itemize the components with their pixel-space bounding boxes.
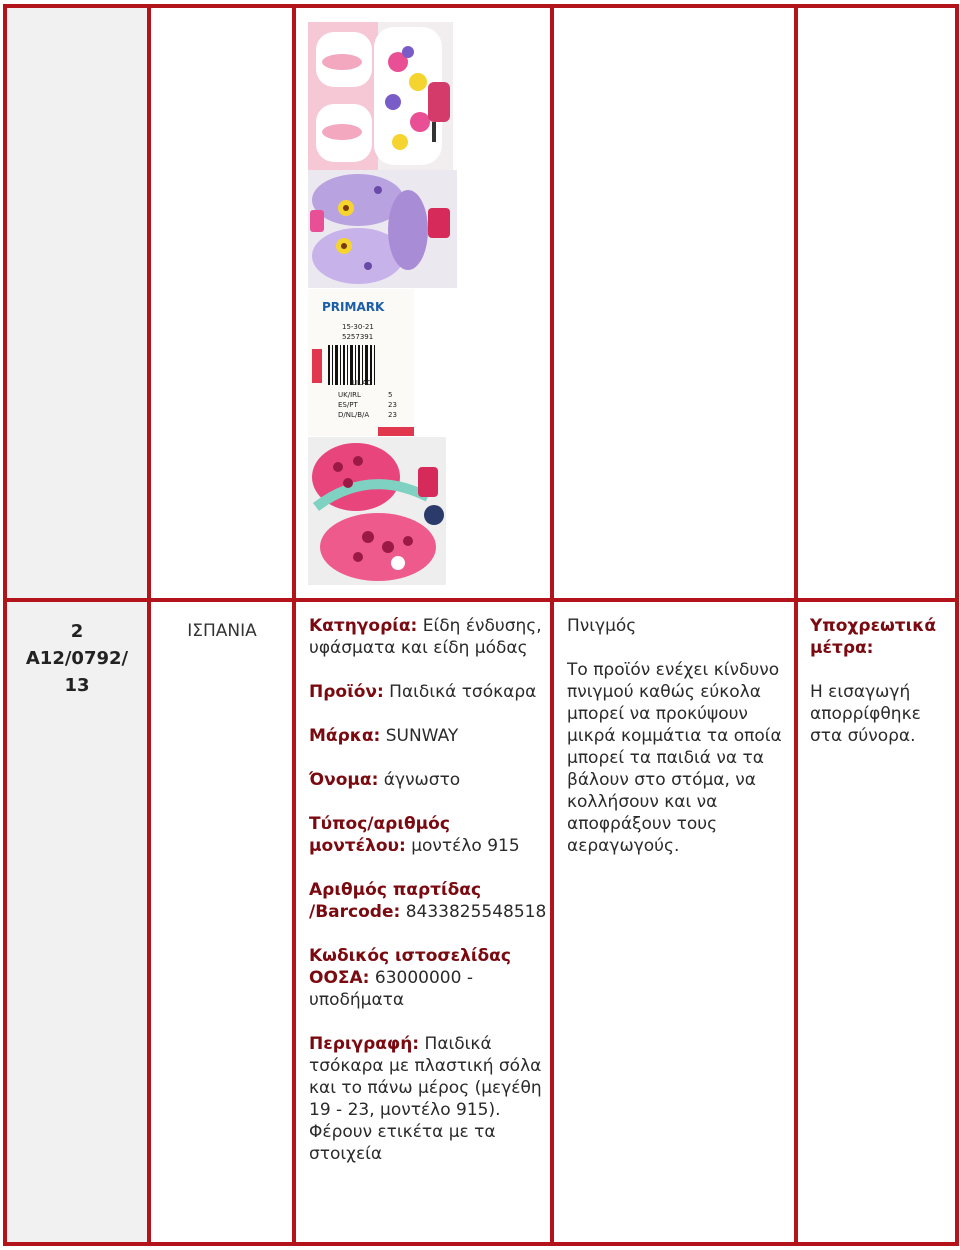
- oecd-label: Κωδικός ιστοσελίδας ΟΟΣΑ:: [309, 946, 511, 988]
- batch-label: Αριθμός παρτίδας /Barcode:: [309, 880, 482, 922]
- category-value: Είδη ένδυσης, υφάσματα και είδη μόδας: [309, 616, 542, 658]
- product-details-cell: [309, 615, 549, 1187]
- description-label: Περιγραφή:: [309, 1034, 420, 1054]
- description-entry: [309, 1033, 549, 1165]
- batch-value: 8433825548518: [405, 902, 547, 922]
- label-size-val-3: 23: [388, 411, 397, 419]
- country-name: ΙΣΠΑΝΙΑ: [187, 621, 257, 641]
- label-size-row-3: D/NL/B/A: [338, 411, 370, 419]
- record-number: 2: [70, 621, 84, 642]
- col-border-4: [794, 4, 798, 1246]
- oecd-entry: [309, 945, 549, 1011]
- col-border-2: [292, 4, 296, 1246]
- product-label: Προϊόν:: [309, 682, 384, 702]
- product-photo-lilac-clog: [308, 170, 457, 288]
- measures-text: Η εισαγωγή απορρίφθηκε στα σύνορα.: [810, 682, 921, 746]
- measures-label: Υποχρεωτικά μέτρα:: [810, 616, 937, 658]
- record-code-suffix: 13: [64, 675, 90, 696]
- country-cell: [152, 620, 292, 642]
- col-border-1: [147, 4, 151, 1246]
- brand-label: Μάρκα:: [309, 726, 381, 746]
- oecd-value: 63000000 - υποδήματα: [309, 968, 473, 1010]
- brand-value: SUNWAY: [385, 726, 459, 746]
- product-value: Παιδικά τσόκαρα: [389, 682, 537, 702]
- brand-entry: [309, 725, 549, 747]
- hazard-cell: [567, 615, 789, 879]
- label-size-row-1: UK/IRL: [338, 391, 361, 399]
- label-code-line2: 5257391: [342, 333, 374, 341]
- label-size-row-2: ES/PT: [338, 401, 358, 409]
- label-size-val-1: 5: [388, 391, 393, 399]
- col-border-3: [550, 4, 554, 1246]
- record-number-cell: [10, 618, 144, 699]
- product-photo-pink-clog: [308, 437, 446, 585]
- label-code-line1: 15-30-21: [342, 323, 374, 331]
- hazard-text: Το προϊόν ενέχει κίνδυνο πνιγμού καθώς εύκολα μπορεί να προκύψουν μικρά κομμάτια τα οποία μπορεί τα παιδιά να τα βάλουν στο στόμα, να κολλήσουν και να αποφράξουν τους αεραγωγούς.: [567, 660, 782, 856]
- product-label-photo: [308, 289, 414, 436]
- col-border-0: [3, 4, 7, 1246]
- hazard-title: Πνιγμός: [567, 616, 637, 636]
- category-entry: [309, 615, 549, 659]
- name-label: Όνομα:: [309, 770, 379, 790]
- model-label: Τύπος/αριθμός μοντέλου:: [309, 814, 450, 856]
- product-entry: [309, 681, 549, 703]
- category-label: Κατηγορία:: [309, 616, 418, 636]
- name-value: άγνωστο: [383, 770, 461, 790]
- description-value: Παιδικά τσόκαρα με πλαστική σόλα και το πάνω μέρος (μεγέθη 19 - 23, μοντέλο 915). Φέρουν ετικέτα με τα στοιχεία: [309, 1034, 542, 1164]
- name-entry: [309, 769, 549, 791]
- model-entry: [309, 813, 549, 857]
- label-brand-text: PRIMARK: [322, 300, 385, 314]
- label-size-val-2: 23: [388, 401, 397, 409]
- product-photo-white-pink-clog: [308, 22, 453, 170]
- measures-cell: [810, 615, 958, 769]
- batch-entry: [309, 879, 549, 923]
- label-color-text: LILAC: [352, 379, 372, 387]
- model-value: μοντέλο 915: [411, 836, 520, 856]
- record-code: A12/0792/: [25, 648, 129, 669]
